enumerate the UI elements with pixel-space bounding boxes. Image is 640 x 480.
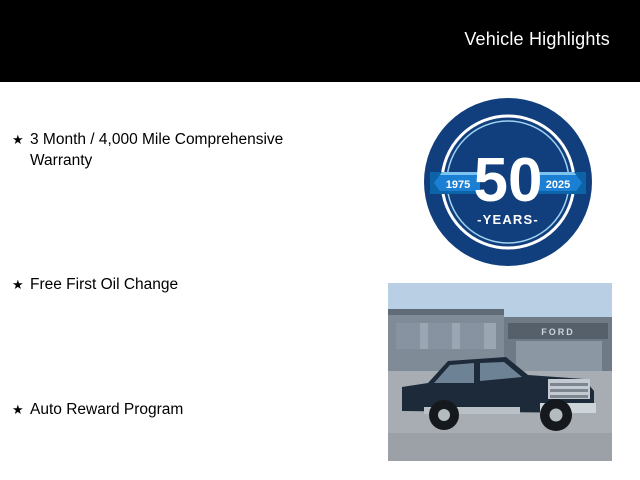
list-item [12,274,362,295]
highlights-list [0,82,370,480]
star-icon: ★ [12,277,24,292]
highlight-text: Free First Oil Change [30,276,179,293]
star-icon: ★ [12,132,24,147]
highlight-text: Auto Reward Program [30,401,184,418]
badge-years-label: -YEARS- [477,212,539,227]
badge-year-end: 2025 [545,179,571,191]
page-title: Vehicle Highlights [464,29,610,49]
badge-year-start: 1975 [445,179,471,191]
header-bar [0,0,640,82]
badge-number: 50 [473,146,543,215]
highlight-text: 3 Month / 4,000 Mile Comprehensive Warranty [30,131,284,169]
list-item [12,129,362,171]
vehicle-photo [388,283,612,461]
list-item [12,399,362,420]
star-icon: ★ [12,402,24,417]
fifty-years-badge [424,98,592,266]
dealer-sign-text: FORD [541,327,575,337]
